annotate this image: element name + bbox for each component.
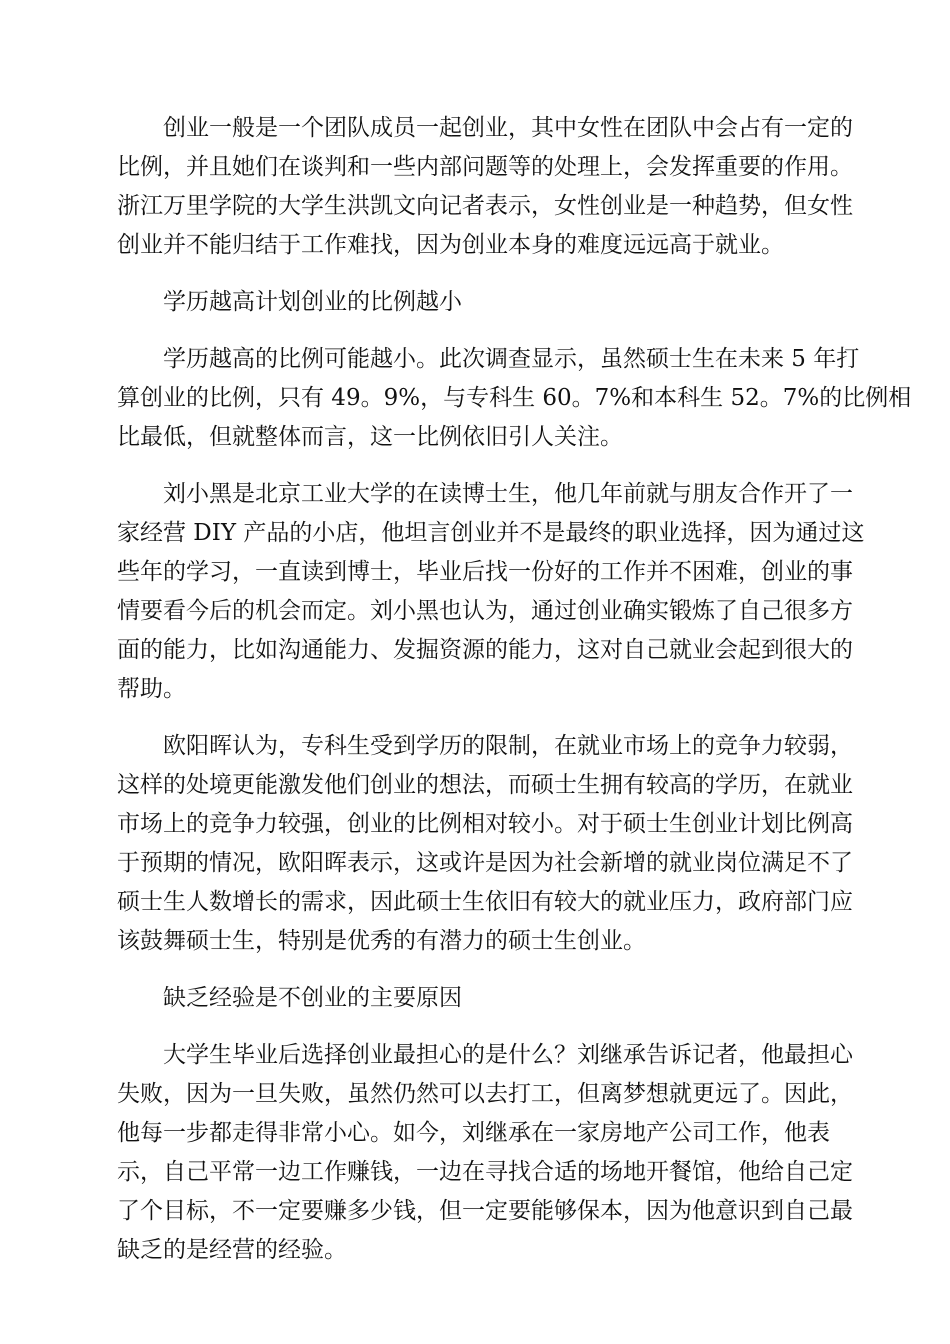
document-page [117, 109, 912, 1288]
text-line: 这样的处境更能激发他们创业的想法，而硕士生拥有较高的学历，在就业 [117, 772, 853, 798]
paragraph-liu-jicheng [117, 1036, 853, 1270]
paragraph-women-entrepreneurship [117, 109, 853, 265]
text-line: 该鼓舞硕士生，特别是优秀的有潜力的硕士生创业。 [117, 928, 646, 954]
text-line: 了个目标，不一定要赚多少钱，但一定要能够保本，因为他意识到自己最 [117, 1198, 853, 1224]
text-line: 缺乏的是经营的经验。 [117, 1237, 347, 1263]
paragraph-survey-results [117, 340, 912, 457]
text-line: 学历越高的比例可能越小。此次调查显示，虽然硕士生在未来 5 年打 [163, 346, 860, 372]
text-line: 家经营 DIY 产品的小店，他坦言创业并不是最终的职业选择，因为通过这 [117, 520, 865, 546]
text-line: 大学生毕业后选择创业最担心的是什么？刘继承告诉记者，他最担心 [163, 1042, 853, 1068]
text-line: 帮助。 [117, 676, 186, 702]
section-heading-lack-of-experience: 缺乏经验是不创业的主要原因 [163, 985, 462, 1011]
text-line: 情要看今后的机会而定。刘小黑也认为，通过创业确实锻炼了自己很多方 [117, 598, 853, 624]
text-line: 市场上的竞争力较强，创业的比例相对较小。对于硕士生创业计划比例高 [117, 811, 853, 837]
text-line: 示，自己平常一边工作赚钱，一边在寻找合适的场地开餐馆，他给自己定 [117, 1159, 853, 1185]
text-line: 创业并不能归结于工作难找，因为创业本身的难度远远高于就业。 [117, 232, 784, 258]
text-line: 浙江万里学院的大学生洪凯文向记者表示，女性创业是一种趋势，但女性 [117, 193, 853, 219]
text-line: 于预期的情况，欧阳晖表示，这或许是因为社会新增的就业岗位满足不了 [117, 850, 853, 876]
text-line: 硕士生人数增长的需求，因此硕士生依旧有较大的就业压力，政府部门应 [117, 889, 853, 915]
text-line: 些年的学习，一直读到博士，毕业后找一份好的工作并不困难，创业的事 [117, 559, 853, 585]
paragraph-ouyang-hui [117, 727, 853, 961]
text-line: 他每一步都走得非常小心。如今，刘继承在一家房地产公司工作，他表 [117, 1120, 830, 1146]
paragraph-liu-xiaohei [117, 475, 865, 709]
text-line: 失败，因为一旦失败，虽然仍然可以去打工，但离梦想就更远了。因此， [117, 1081, 853, 1107]
text-line: 比例，并且她们在谈判和一些内部问题等的处理上，会发挥重要的作用。 [117, 154, 853, 180]
text-line: 算创业的比例，只有 49。9%，与专科生 60。7%和本科生 52。7%的比例相 [117, 385, 912, 411]
section-heading-education-level: 学历越高计划创业的比例越小 [163, 289, 462, 315]
text-line: 面的能力，比如沟通能力、发掘资源的能力，这对自己就业会起到很大的 [117, 637, 853, 663]
text-line: 刘小黑是北京工业大学的在读博士生，他几年前就与朋友合作开了一 [163, 481, 853, 507]
text-line: 欧阳晖认为，专科生受到学历的限制，在就业市场上的竞争力较弱， [163, 733, 853, 759]
text-line: 比最低，但就整体而言，这一比例依旧引人关注。 [117, 424, 623, 450]
text-line: 创业一般是一个团队成员一起创业，其中女性在团队中会占有一定的 [163, 115, 853, 141]
